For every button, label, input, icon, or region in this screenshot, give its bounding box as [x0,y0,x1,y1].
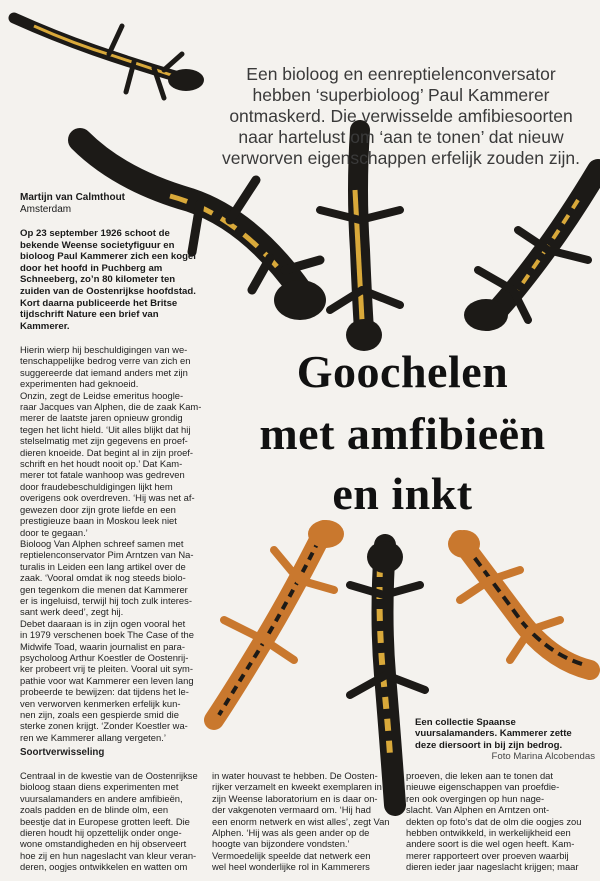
text-line: hoogte van bijzondere vondsten.’ [212,838,350,850]
text-line: hebben ontwikkeld, in werkelijkheid een [406,827,571,839]
salamander-photo-1 [14,6,204,106]
text-line: der vakgenoten vermaard om. ‘Hij had [212,804,371,816]
salamander-photo-5 [204,520,344,720]
text-line: nieuwe eigenschappen van proefdie- [406,781,560,793]
text-line: door te gegaan.’ [20,526,88,538]
text-line: ren we Kammerer allang vergeten.’ [20,731,166,743]
subheading: Soortverwisseling [20,747,105,759]
author-place: Amsterdam [20,204,72,215]
text-line: er is ingeluisd, terwijl hij toch zulk interes- [20,594,192,606]
intro-line: hebben ‘superbioloog’ Paul Kammerer [252,85,550,105]
text-line: ker probeert vrij te pleiten. Vooral uit sym- [20,663,193,675]
text-line: beestje dat in Europese grotten leeft. Die [20,815,190,827]
text-line: reptielenconservator Pim Arntzen van Na- [20,549,194,561]
text-line: vuursalamanders en andere amfibieën, [20,792,183,804]
text-line: wel heel wonderlijke rol in Kammerers [212,861,370,873]
text-line: tegen het licht hield. ‘Uit alles blijkt dat hij [20,423,191,435]
salamander-photo-6 [340,545,430,805]
text-line: zaak. ‘Vooral omdat ik nog steeds biolo- [20,572,186,584]
text-line: zijn Weense laboratorium en is daar on- [212,792,378,804]
article-column-1 [20,344,210,759]
caption-text: Een collectie Spaanse vuursalamanders. Kammerer zette deze diersoort in bij zijn bedrog. [415,717,572,751]
text-line: overigens ook overdreven. ‘Hij was net af- [20,492,195,504]
intro-line: naar hartelust om ‘aan te tonen’ dat nieuw [238,127,564,147]
text-line: Alphen. ‘Hij was als geen ander op de [212,827,370,839]
text-line: bioloog staan diens experimenten met [20,781,179,793]
text-line: nen zijn, zoals een gespierde smid die [20,709,179,720]
text-line: stelselmatig met zijn gegevens en proef- [20,435,188,447]
text-line: ven verworven kenmerken erfelijk kun- [20,697,181,709]
text-line: een enorm netwerk en wist alles’, zegt Van [212,815,390,827]
text-line: experimenten had geknoeid. [20,378,139,390]
text-line: ren ook overgingen op hun nage- [406,792,545,804]
text-line: in 1979 verschenen boek The Case of the [20,629,194,641]
text-line: door fraudebeschuldigingen lijkt hem [20,480,173,492]
salamander-photo-4 [458,170,598,330]
headline-line-2: met amfibieën [259,408,546,459]
text-line: dieren knoeide. Dat begint al in zijn proef- [20,446,194,458]
text-line: merer rapporteert over proeven waarbij [406,849,569,861]
text-line: schrift en het houdt nooit op.’ Dat Kam- [20,458,183,470]
text-line: psycholoog Arthur Koestler de Oostenrij- [20,651,189,663]
text-line: turalis in Leiden een lang artikel over de [20,560,186,572]
text-line: Onzin, zegt de Leidse emeritus hoogle- [20,389,184,401]
text-line: rijker verzamelt en kweekt exemplaren in [212,781,382,793]
text-line: Hierin wierp hij beschuldigingen van we- [20,344,188,355]
text-line: sterke zonen krijgt. ‘Zonder Koestler wa- [20,720,188,732]
intro-line: Een bioloog en eenreptielenconversator [246,64,556,84]
intro-line: ontmaskerd. Die verwisselde amfibiesoorten [229,106,573,126]
text-line: Bioloog Van Alphen schreef samen met [20,537,184,549]
text-line: Vermoedelijk speelde dat netwerk een [212,849,371,861]
text-line: Midwife Toad, waarin journalist en para- [20,640,186,652]
headline-line-1: Goochelen [296,346,509,397]
text-line: Centraal in de kwestie van de Oostenrijkse [20,770,198,781]
text-line: probeerde te bewijzen: dat tijdens het le- [20,686,189,698]
text-line: andere soort is die wel ogen heeft. Kam- [406,838,575,850]
text-line: dekten op foto’s dat de olm die oogjes zou [406,815,582,827]
text-line: tenschappelijke bedrog verre van zich en [20,355,191,367]
author-name: Martijn van Calmthout [20,192,126,203]
article-column-2 [212,770,402,873]
intro-deck [206,64,596,169]
article-column-3 [406,770,596,873]
headline-line-3: en inkt [332,468,473,519]
salamander-photo-7 [450,530,590,680]
text-line: Debet daaraan is in zijn ogen vooral het [20,617,186,629]
text-line: gewezen door zijn grote liefde en een [20,503,176,515]
photo-caption [415,717,595,763]
text-line: deren, oogjes ontwikkelen en watten om [20,861,188,873]
byline [20,192,125,216]
text-line: suggereerde dat iemand anders met zijn [20,366,188,378]
text-line: prestigieuze baan in Moskou leek niet [20,515,177,527]
text-line: sant werk deed’, zegt hij. [20,606,124,618]
text-line: hoe zij en hun nageslacht van kleur veran- [20,849,197,861]
text-line: slacht. Van Alphen en Arntzen ont- [406,804,550,816]
text-line: raar Jacques van Alphen, die de zaak Kam- [20,401,202,413]
text-line: dieren houdt hij opzettelijk onder onge- [20,827,182,839]
text-line: pathie voor wat Kammerer een leven lang [20,674,194,686]
text-line: wone omstandigheden en hij observeert [20,838,187,850]
intro-line: verworven eigenschappen erfelijk zouden zijn. [222,148,580,168]
lead-paragraph: Op 23 september 1926 schoot de bekende Weense societyfiguur en bioloog Paul Kammerer zich een kogel door het hoofd in Puchberg am Schneeberg, zo’n 80 kilometer ten zuiden van de Oostenrijkse hoofdstad. Kort daarna publiceerde het Britse tijdschrift Nature een brief van Kammerer. [20,228,196,332]
text-line: gen tegenkom die menen dat Kammerer [20,583,188,595]
text-line: in water houvast te hebben. De Oosten- [212,770,378,781]
photo-credit: Foto Marina Alcobendas [491,751,595,763]
text-line: dieren ieder jaar nageslacht krijgen; maar [406,861,579,873]
text-line: merer de laatste jaren opnieuw grondig [20,412,183,424]
article-column-1-bottom [20,770,210,873]
text-line: zoals padden en de blinde olm, een [20,804,169,816]
text-line: proeven, die leken aan te tonen dat [406,770,553,781]
text-line: merer tot fatale wanhoop was gedreven [20,469,185,481]
